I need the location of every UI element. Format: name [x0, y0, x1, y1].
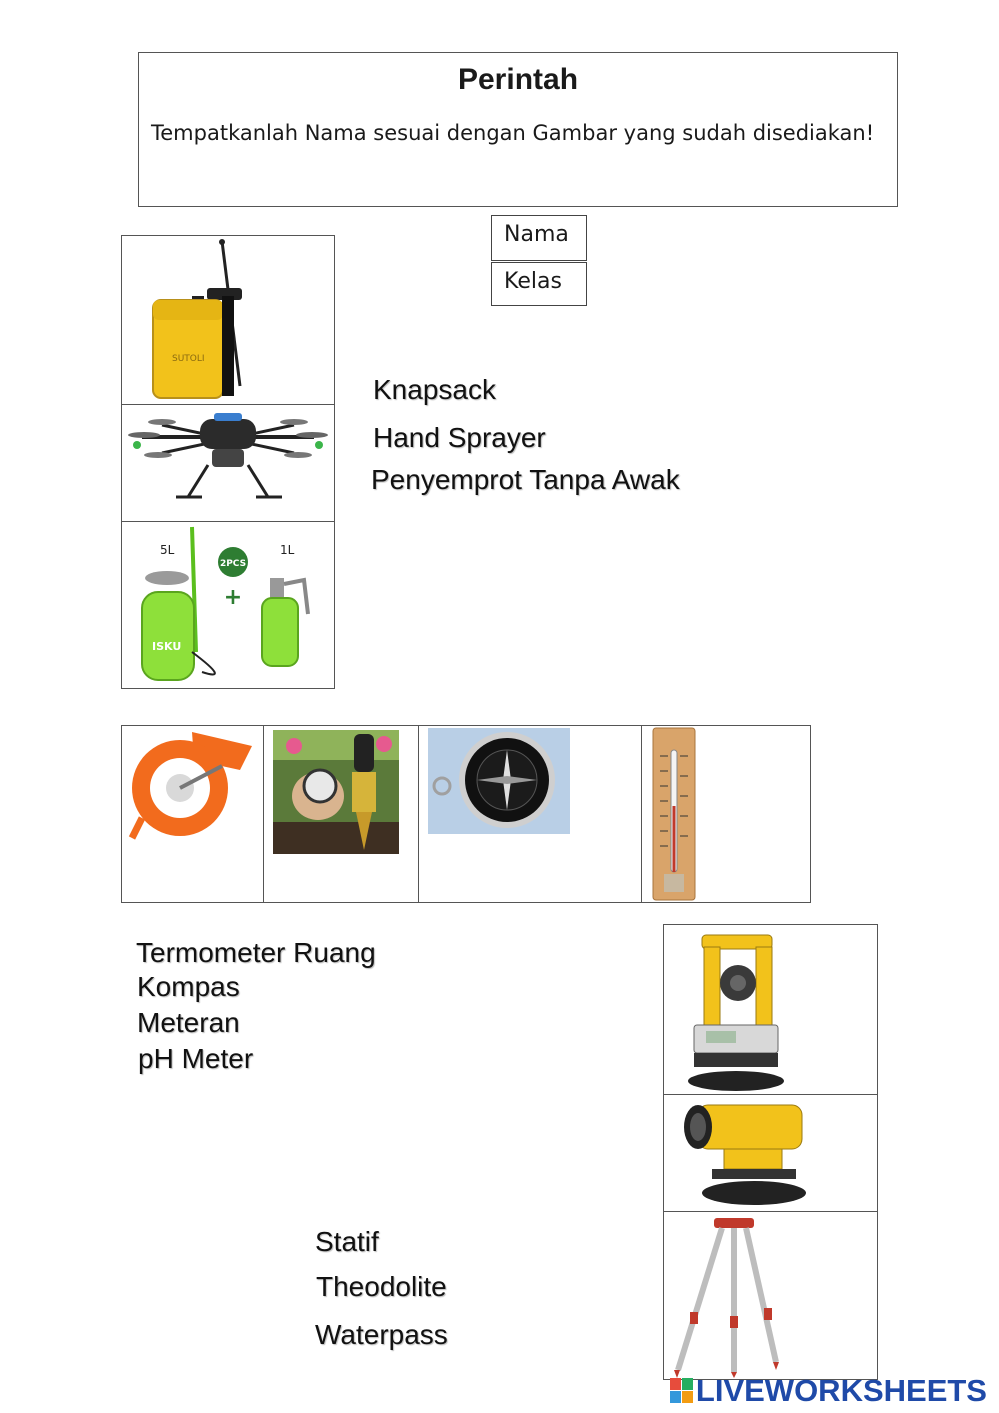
ph-meter-image: [264, 726, 418, 902]
label-kompas[interactable]: Kompas: [137, 971, 240, 1002]
label-ph-meter[interactable]: pH Meter: [138, 1043, 254, 1074]
instruction-text: Tempatkanlah Nama sesuai dengan Gambar yang sudah disediakan!: [151, 121, 875, 145]
tripod-image: [664, 1212, 877, 1379]
liveworksheets-mark-icon: [670, 1378, 694, 1404]
sprayer-5l-label: 5L: [160, 543, 175, 557]
sprayer-1l-label: 1L: [280, 543, 295, 557]
measuring-tape-image: [122, 726, 263, 902]
drop-zone-handsprayer-image[interactable]: [121, 521, 335, 689]
label-penyemprot-tanpa-awak[interactable]: Penyemprot Tanpa Awak: [371, 464, 680, 495]
label-statif[interactable]: Statif: [315, 1226, 379, 1257]
name-field[interactable]: Nama: [491, 215, 587, 261]
label-waterpass[interactable]: Waterpass: [315, 1319, 448, 1350]
drop-zone-knapsack-image[interactable]: [121, 235, 335, 405]
drop-zone-measuring-tape[interactable]: [121, 725, 264, 903]
label-knapsack[interactable]: Knapsack: [373, 374, 496, 405]
label-hand-sprayer[interactable]: Hand Sprayer: [373, 422, 546, 453]
isku-brand: ISKU: [152, 640, 182, 653]
drop-zone-drone-image[interactable]: [121, 404, 335, 522]
brand-text: LIVEWORKSHEETS: [695, 1373, 987, 1408]
drop-zone-tripod[interactable]: [663, 1211, 878, 1380]
label-theodolite[interactable]: Theodolite: [316, 1271, 447, 1302]
compass-image: [419, 726, 641, 902]
svg-text:SUTOLI: SUTOLI: [172, 354, 205, 364]
hand-sprayer-5l-1l-image: [122, 522, 334, 688]
drop-zone-compass[interactable]: [418, 725, 642, 903]
label-meteran[interactable]: Meteran: [137, 1007, 240, 1038]
label-termometer-ruang[interactable]: Termometer Ruang: [136, 937, 376, 968]
knapsack-sprayer-image: [122, 236, 334, 404]
theodolite-image: [664, 925, 877, 1094]
instruction-title: Perintah: [457, 63, 579, 96]
drop-zone-waterpass[interactable]: [663, 1094, 878, 1212]
plus-sign: +: [223, 585, 243, 610]
thermometer-image: [642, 726, 810, 902]
drop-zone-thermometer[interactable]: [641, 725, 811, 903]
agricultural-drone-image: [122, 405, 334, 521]
instruction-box: [138, 52, 898, 207]
2pcs-badge: 2PCS: [219, 559, 247, 569]
class-field[interactable]: Kelas: [491, 262, 587, 306]
drop-zone-ph-meter[interactable]: [263, 725, 419, 903]
liveworksheets-logo: [670, 1373, 987, 1409]
drop-zone-theodolite[interactable]: [663, 924, 878, 1095]
waterpass-level-image: [664, 1095, 877, 1211]
